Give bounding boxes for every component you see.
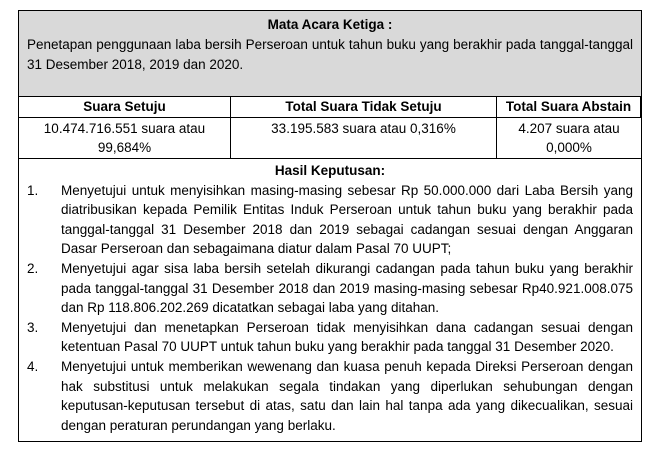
value-votes-for: 10.474.716.551 suara atau 99,684%	[19, 118, 231, 159]
agenda-description: Penetapan penggunaan laba bersih Perseroan untuk tahun buku yang berakhir pada tanggal-tanggal 31 Desember 2018, 2019 dan 2020.	[27, 37, 633, 72]
value-votes-abstain: 4.207 suara atau 0,000%	[497, 118, 641, 159]
item-number: 1.	[27, 182, 39, 198]
value-votes-against: 33.195.583 suara atau 0,316%	[231, 118, 497, 159]
item-number: 4.	[27, 358, 39, 374]
resolution-list	[27, 181, 633, 436]
resolution-section	[19, 159, 641, 441]
vote-summary	[19, 97, 641, 159]
item-text: Menyetujui untuk menyisihkan masing-masing sebesar Rp 50.000.000 dari Laba Bersih yang diatribusikan kepada Pemilik Entitas Induk Perseroan untuk tahun buku yang berakhir pada tanggal-tanggal 31 Desember 2018 dan 2019 sebagai cadangan sesuai dengan Anggaran Dasar Perseroan dan sebagaimana diatur dalam Pasal 70 UUPT;	[61, 182, 633, 257]
agenda-table	[18, 10, 642, 442]
list-item	[27, 357, 633, 435]
header-votes-against: Total Suara Tidak Setuju	[231, 97, 497, 118]
item-number: 2.	[27, 260, 39, 276]
header-votes-abstain: Total Suara Abstain	[497, 97, 641, 118]
header-votes-for: Suara Setuju	[19, 97, 231, 118]
resolution-title: Hasil Keputusan:	[274, 163, 386, 178]
list-item	[27, 318, 633, 357]
list-item	[27, 259, 633, 318]
item-text: Menyetujui dan menetapkan Perseroan tidak menyisihkan dana cadangan sesuai dengan ketentuan Pasal 70 UUPT untuk tahun buku yang berakhir pada tanggal 31 Desember 2020.	[61, 319, 633, 355]
item-text: Menyetujui untuk memberikan wewenang dan kuasa penuh kepada Direksi Perseroan dengan hak substitusi untuk melakukan segala tindakan yang diperlukan sehubungan dengan keputusan-keputusan tersebut di atas, satu dan lain hal tanpa ada yang dikecualikan, sesuai dengan peraturan perundangan yang berlaku.	[61, 358, 633, 433]
list-item	[27, 181, 633, 259]
item-text: Menyetujui agar sisa laba bersih setelah dikurangi cadangan pada tahun buku yang berakhir pada tanggal-tanggal 31 Desember 2018 dan 2019 masing-masing sebesar Rp40.921.008.075 dan Rp 118.806.202.269 dicatatkan sebagai laba yang ditahan.	[61, 260, 633, 316]
agenda-header	[19, 11, 641, 97]
agenda-title: Mata Acara Ketiga :	[267, 17, 393, 32]
item-number: 3.	[27, 319, 39, 335]
